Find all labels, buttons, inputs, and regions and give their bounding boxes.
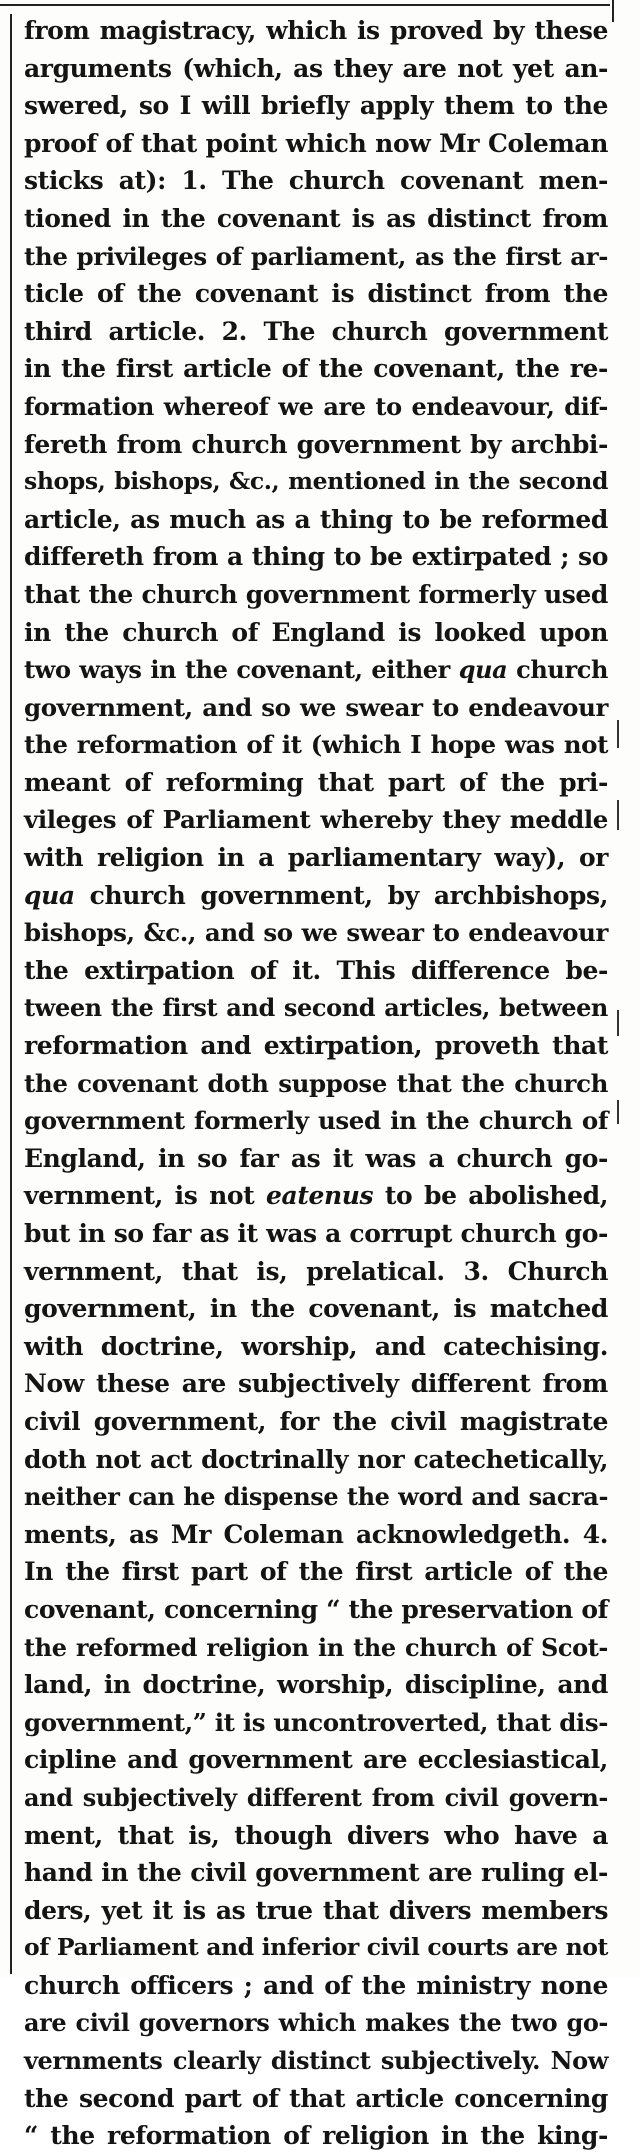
text-line: proof of that point which now Mr Coleman — [24, 128, 608, 158]
text-line: the extirpation of it. This difference be- — [24, 955, 608, 985]
text-line: doth not act doctrinally nor catechetically, — [24, 1444, 608, 1474]
text-line: covenant, concerning “ the preservation of — [24, 1594, 608, 1624]
text-line: cipline and government are ecclesiastical, — [24, 1745, 608, 1775]
text-line: land, in doctrine, worship, discipline, and — [24, 1670, 608, 1700]
text-line: meant of reforming that part of the pri- — [24, 767, 608, 797]
italic-term: eatenus — [266, 1181, 374, 1211]
margin-mark — [617, 1100, 619, 1124]
text-line: England, in so far as it was a church go- — [24, 1143, 608, 1173]
text-line: tween the first and second articles, between — [24, 993, 608, 1023]
margin-mark — [617, 720, 619, 748]
italic-term: qua — [24, 880, 75, 910]
text-line: ment, that is, though divers who have a — [24, 1820, 608, 1850]
text-line: reformation and extirpation, proveth that — [24, 1031, 608, 1061]
text-line: Now these are subjectively different from — [24, 1369, 608, 1399]
column-rule — [10, 14, 12, 1974]
text-line: fereth from church government by archbi- — [24, 429, 608, 459]
text-line: vernments clearly distinct subjectively. Now — [24, 2046, 608, 2076]
text-line: that the church government formerly used — [24, 579, 608, 609]
text-line: and subjectively different from civil govern- — [24, 1782, 608, 1812]
text-line: ders, yet it is as true that divers members — [24, 1895, 608, 1925]
text-line: arguments (which, as they are not yet an- — [24, 53, 608, 83]
text-line: bishops, &c., and so we swear to endeavour — [24, 918, 608, 948]
text-line: formation whereof we are to endeavour, dif- — [24, 391, 608, 421]
text-line: swered, so I will briefly apply them to the — [24, 91, 608, 121]
text-line: ticle of the covenant is distinct from the — [24, 279, 608, 309]
text-line: in the first article of the covenant, the re- — [24, 354, 608, 384]
text-line: government, in the covenant, is matched — [24, 1294, 608, 1324]
text-line: tioned in the covenant is as distinct from — [24, 203, 608, 233]
text-line: shops, bishops, &c., mentioned in the second — [24, 467, 608, 496]
text-line: but in so far as it was a corrupt church go- — [24, 1219, 608, 1248]
text-line: In the first part of the first article of the — [24, 1557, 608, 1587]
text-line: government,” it is uncontroverted, that dis- — [24, 1707, 608, 1737]
text-line: of Parliament and inferior civil courts are not — [24, 1933, 608, 1962]
text-line: “ the reformation of religion in the king- — [24, 2121, 608, 2151]
text-line: article, as much as a thing to be reformed — [24, 504, 608, 534]
text-line: the second part of that article concerning — [24, 2083, 608, 2113]
text-line: neither can he dispense the word and sacra- — [24, 1482, 608, 1512]
text-line: civil government, for the civil magistrate — [24, 1406, 608, 1436]
text-line: in the church of England is looked upon — [24, 617, 608, 647]
text-line: government formerly used in the church of — [24, 1106, 608, 1136]
margin-mark — [617, 1010, 619, 1036]
text-line: the covenant doth suppose that the church — [24, 1068, 608, 1098]
text-line: with religion in a parliamentary way), or — [24, 843, 608, 873]
text-line: hand in the civil government are ruling el- — [24, 1858, 608, 1888]
top-rule — [0, 4, 610, 6]
text-line: qua church government, by archbishops, — [24, 880, 608, 910]
text-line: vernment, is not eatenus to be abolished, — [24, 1181, 608, 1211]
text-line: third article. 2. The church government — [24, 316, 608, 346]
text-column — [24, 12, 608, 2155]
margin-marks — [617, 0, 620, 1978]
margin-mark — [617, 800, 619, 830]
text-line: ments, as Mr Coleman acknowledgeth. 4. — [24, 1519, 608, 1549]
text-line: differeth from a thing to be extirpated ; so — [24, 542, 608, 572]
text-line: vileges of Parliament whereby they meddle — [24, 805, 608, 835]
text-line: government, and so we swear to endeavour — [24, 692, 608, 722]
text-line: the reformed religion in the church of Scot- — [24, 1632, 608, 1662]
text-line: are civil governors which makes the two go- — [24, 2008, 608, 2038]
top-right-rule — [612, 0, 614, 22]
text-line: the reformation of it (which I hope was not — [24, 730, 608, 760]
text-line: two ways in the covenant, either qua church — [24, 655, 608, 685]
text-line: the privileges of parliament, as the first ar- — [24, 241, 608, 271]
italic-term: qua — [458, 655, 508, 685]
text-line: sticks at): 1. The church covenant men- — [24, 166, 608, 196]
text-line: church officers ; and of the ministry none — [24, 1970, 608, 2000]
text-line: with doctrine, worship, and catechising. — [24, 1331, 608, 1361]
text-line: from magistracy, which is proved by these — [24, 16, 608, 45]
text-line: vernment, that is, prelatical. 3. Church — [24, 1256, 608, 1286]
